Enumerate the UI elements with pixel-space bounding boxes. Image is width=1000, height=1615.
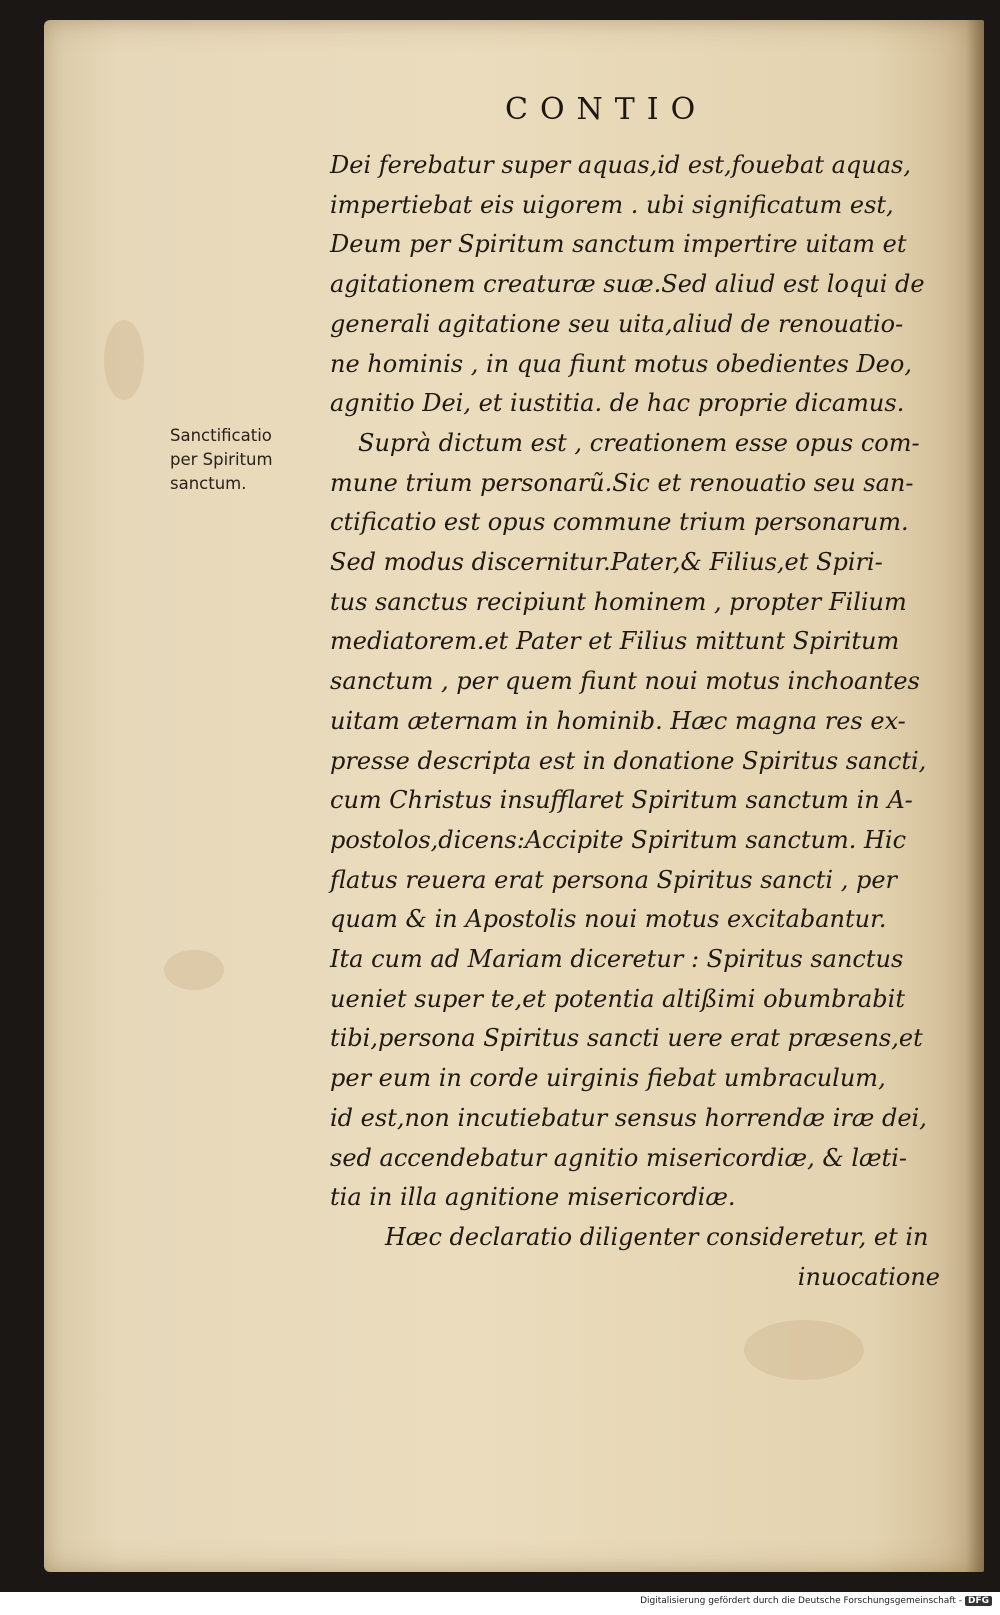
text-line: Ita cum ad Mariam diceretur : Spiritus sanctus xyxy=(330,945,904,974)
text-line: Suprà dictum est , creationem esse opus com- xyxy=(358,428,920,457)
text-line: sed accendebatur agnitio misericordiæ, & læti- xyxy=(330,1143,907,1172)
running-head: CONTIO xyxy=(505,92,708,127)
text-line: impertiebat eis uigorem . ubi significatum est, xyxy=(330,190,894,219)
text-line: Sed modus discernitur.Pater,& Filius,et Spiri- xyxy=(330,548,883,577)
catchword: inuocatione xyxy=(797,1262,940,1291)
marginal-note xyxy=(170,424,320,496)
text-line: tibi,persona Spiritus sancti uere erat præsens,et xyxy=(330,1024,923,1053)
paper-stain xyxy=(104,320,144,400)
paper-stain xyxy=(744,1320,864,1380)
marginal-note-line: sanctum. xyxy=(170,474,247,493)
marginal-note-line: Sanctificatio xyxy=(170,426,272,445)
body-text xyxy=(330,146,950,1297)
page-edge-shadow xyxy=(966,20,984,1572)
text-line: generali agitatione seu uita,aliud de renouatio- xyxy=(330,309,904,338)
text-line: mediatorem.et Pater et Filius mittunt Spiritum xyxy=(330,627,900,656)
paper-stain xyxy=(164,950,224,990)
text-line: quam & in Apostolis noui motus excitabantur. xyxy=(330,905,887,934)
text-line: per eum in corde uirginis fiebat umbraculum, xyxy=(330,1064,886,1093)
credit-text: Digitalisierung gefördert durch die Deutsche Forschungsgemeinschaft - xyxy=(640,1596,962,1606)
text-line: presse descripta est in donatione Spiritus sancti, xyxy=(330,746,927,775)
text-line: Dei ferebatur super aquas,id est,fouebat aquas, xyxy=(330,151,911,179)
text-line: uitam æternam in hominib. Hæc magna res ex- xyxy=(330,706,906,735)
dfg-logo: DFG xyxy=(965,1596,992,1606)
text-line: cum Christus insufflaret Spiritum sanctum in A- xyxy=(330,786,913,815)
text-line: sanctum , per quem fiunt noui motus inchoantes xyxy=(330,667,920,696)
text-line: ne hominis , in qua fiunt motus obedientes Deo, xyxy=(330,349,912,378)
marginal-note-line: per Spiritum xyxy=(170,450,273,469)
text-line: mune trium personarũ.Sic et renouatio seu san- xyxy=(330,468,914,497)
text-line: tus sanctus recipiunt hominem , propter Filium xyxy=(330,587,907,616)
text-line: ctificatio est opus commune trium personarum. xyxy=(330,508,909,537)
text-line: ueniet super te,et potentia altißimi obumbrabit xyxy=(330,984,905,1013)
text-line: postolos,dicens:Accipite Spiritum sanctum. Hic xyxy=(330,825,907,854)
text-line: Hæc declaratio diligenter consideretur, et in xyxy=(385,1222,929,1251)
text-line: agnitio Dei, et iustitia. de hac proprie dicamus. xyxy=(330,389,905,418)
text-line: flatus reuera erat persona Spiritus sancti , per xyxy=(330,865,898,894)
digitization-credit xyxy=(0,1596,992,1606)
text-line: agitationem creaturæ suæ.Sed aliud est loqui de xyxy=(330,270,925,299)
text-line: tia in illa agnitione misericordiæ. xyxy=(330,1183,736,1212)
text-line: Deum per Spiritum sanctum impertire uitam et xyxy=(330,230,907,259)
text-line: id est,non incutiebatur sensus horrendæ iræ dei, xyxy=(330,1103,927,1132)
